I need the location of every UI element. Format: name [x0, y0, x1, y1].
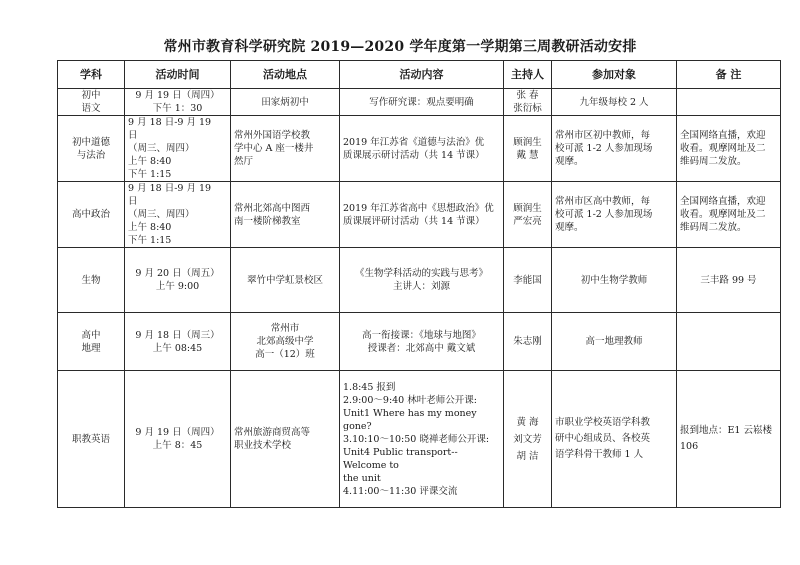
cell-participants: 市职业学校英语学科教 研中心组成员、各校英 语学科骨干教师 1 人: [552, 371, 677, 508]
table-row: [58, 313, 781, 371]
cell-subject: 初中 语文: [58, 89, 125, 116]
cell-participants: 常州市区高中教师，每 校可派 1-2 人参加现场 观摩。: [552, 182, 677, 248]
cell-subject: 生物: [58, 248, 125, 313]
cell-participants: 九年级每校 2 人: [552, 89, 677, 116]
header-participants: 参加对象: [552, 61, 677, 89]
schedule-table: [57, 60, 781, 508]
cell-note: [677, 89, 781, 116]
cell-note: 三丰路 99 号: [677, 248, 781, 313]
cell-subject: 高中 地理: [58, 313, 125, 371]
cell-place: 常州外国语学校教 学中心 A 座一楼井 然厅: [231, 116, 340, 182]
cell-host: 李能国: [504, 248, 552, 313]
header-note: 备 注: [677, 61, 781, 89]
cell-place: 翠竹中学虹景校区: [231, 248, 340, 313]
cell-content: 2019 年江苏省高中《思想政治》优 质课展评研讨活动（共 14 节课）: [340, 182, 504, 248]
cell-time: 9 月 19 日（周四） 下午 1：30: [125, 89, 231, 116]
header-host: 主持人: [504, 61, 552, 89]
cell-participants: 初中生物学教师: [552, 248, 677, 313]
cell-subject: 初中道德 与法治: [58, 116, 125, 182]
cell-time: 9 月 18 日-9 月 19 日 （周三、周四） 上午 8:40 下午 1:15: [125, 116, 231, 182]
header-subject: 学科: [58, 61, 125, 89]
cell-subject: 高中政治: [58, 182, 125, 248]
cell-subject: 职教英语: [58, 371, 125, 508]
cell-content: 高一衔接课：《地球与地图》 授课者：北郊高中 戴文斌: [340, 313, 504, 371]
header-time: 活动时间: [125, 61, 231, 89]
cell-content: 《生物学科活动的实践与思考》 主讲人：刘源: [340, 248, 504, 313]
cell-place: 田家炳初中: [231, 89, 340, 116]
cell-time: 9 月 19 日（周四） 上午 8：45: [125, 371, 231, 508]
header-row: [58, 61, 781, 89]
cell-participants: 常州市区初中教师，每 校可派 1-2 人参加现场 观摩。: [552, 116, 677, 182]
cell-note: 报到地点：E1 云崧楼 106: [677, 371, 781, 508]
cell-content: 写作研究课：观点要明确: [340, 89, 504, 116]
cell-place: 常州北郊高中图西 南一楼阶梯教室: [231, 182, 340, 248]
cell-time: 9 月 18 日-9 月 19 日 （周三、周四） 上午 8:40 下午 1:15: [125, 182, 231, 248]
cell-host: 黄 海 刘文芳 胡 洁: [504, 371, 552, 508]
table-row: [58, 182, 781, 248]
cell-place: 常州旅游商贸高等 职业技术学校: [231, 371, 340, 508]
table-row: [58, 89, 781, 116]
page-title: 常州市教育科学研究院 2019—2020 学年度第一学期第三周教研活动安排: [163, 39, 637, 55]
cell-content: 1.8:45 报到 2.9:00～9:40 林叶老师公开课: Unit1 Where has my money gone? 3.10:10～10:50 晓禅老师公开课: Unit4 Public transport--Welcome to the unit 4.11:00～11:30 评课交流: [340, 371, 504, 508]
cell-note: 全国网络直播，欢迎 收看。观摩网址及二 维码周二发放。: [677, 182, 781, 248]
table-row: [58, 248, 781, 313]
cell-note: [677, 313, 781, 371]
cell-host: 顾润生 戴 慧: [504, 116, 552, 182]
cell-note: 全国网络直播，欢迎 收看。观摩网址及二 维码周二发放。: [677, 116, 781, 182]
cell-time: 9 月 20 日（周五） 上午 9:00: [125, 248, 231, 313]
cell-place: 常州市 北郊高级中学 高一（12）班: [231, 313, 340, 371]
cell-host: 顾润生 严宏亮: [504, 182, 552, 248]
cell-host: 张 春 张衍标: [504, 89, 552, 116]
header-place: 活动地点: [231, 61, 340, 89]
cell-participants: 高一地理教师: [552, 313, 677, 371]
cell-content: 2019 年江苏省《道德与法治》优 质课展示研讨活动（共 14 节课）: [340, 116, 504, 182]
cell-host: 朱志刚: [504, 313, 552, 371]
table-row: [58, 371, 781, 508]
table-row: [58, 116, 781, 182]
cell-time: 9 月 18 日（周三） 上午 08:45: [125, 313, 231, 371]
header-content: 活动内容: [340, 61, 504, 89]
